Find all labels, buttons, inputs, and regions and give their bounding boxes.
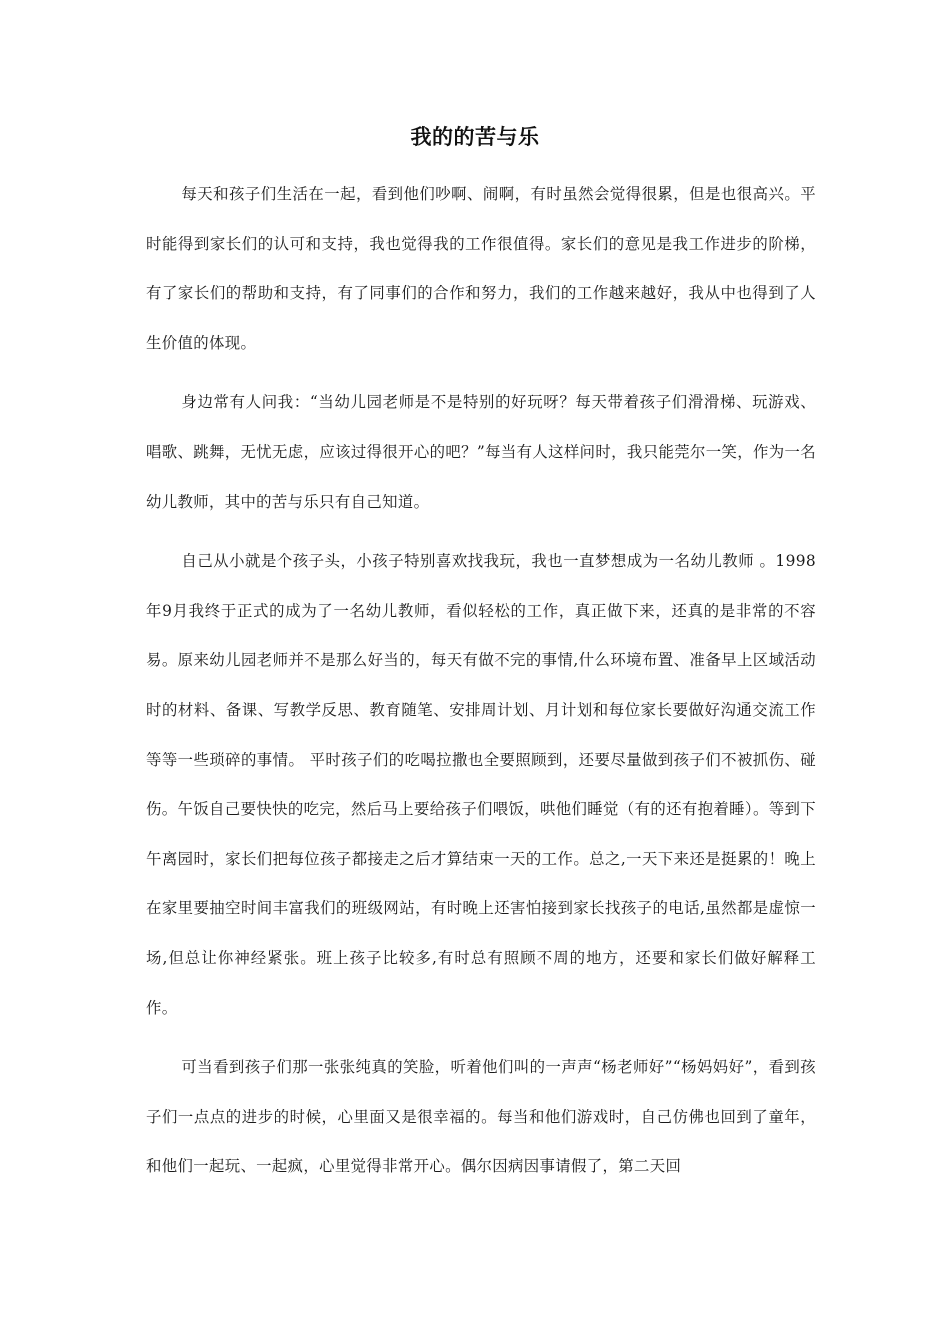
document-title: 我的的苦与乐 bbox=[410, 125, 540, 149]
paragraph-2: 身边常有人问我：“当幼儿园老师是不是特别的好玩呀？每天带着孩子们滑滑梯、玩游戏、唱歌、跳舞，无忧无虑，应该过得很开心的吧？”每当有人这样问时，我只能莞尔一笑，作为一名幼儿教师，其中的苦与乐只有自己知道。 bbox=[146, 393, 816, 511]
paragraph-1: 每天和孩子们生活在一起，看到他们吵啊、闹啊，有时虽然会觉得很累，但是也很高兴。平时能得到家长们的认可和支持，我也觉得我的工作很值得。家长们的意见是我工作进步的阶梯，有了家长们的帮助和支持，有了同事们的合作和努力，我们的工作越来越好，我从中也得到了人生价值的体现。 bbox=[146, 185, 816, 352]
paragraph-3: 自己从小就是个孩子头，小孩子特别喜欢找我玩，我也一直梦想成为一名幼儿教师 。1998年9月我终于正式的成为了一名幼儿教师，看似轻松的工作，真正做下来，还真的是非常的不容易。原来幼儿园老师并不是那么好当的，每天有做不完的事情,什么环境布置、准备早上区域活动时的材料、备课、写教学反思、教育随笔、安排周计划、月计划和每位家长要做好沟通交流工作等等一些琐碎的事情。 平时孩子们的吃喝拉撒也全要照顾到，还要尽量做到孩子们不被抓伤、碰伤。午饭自己要快快的吃完，然后马上要给孩子们喂饭，哄他们睡觉（有的还有抱着睡）。等到下午离园时，家长们把每位孩子都接走之后才算结束一天的工作。总之,一天下来还是挺累的！晚上在家里要抽空时间丰富我们的班级网站，有时晚上还害怕接到家长找孩子的电话,虽然都是虚惊一场,但总让你神经紧张。班上孩子比较多,有时总有照顾不周的地方，还要和家长们做好解释工作。 bbox=[146, 552, 816, 1017]
paragraph-4: 可当看到孩子们那一张张纯真的笑脸，听着他们叫的一声声“杨老师好”“杨妈妈好”，看到孩子们一点点的进步的时候，心里面又是很幸福的。每当和他们游戏时，自己仿佛也回到了童年，和他们一起玩、一起疯，心里觉得非常开心。偶尔因病因事请假了，第二天回 bbox=[146, 1058, 816, 1176]
document-body bbox=[146, 170, 816, 1202]
